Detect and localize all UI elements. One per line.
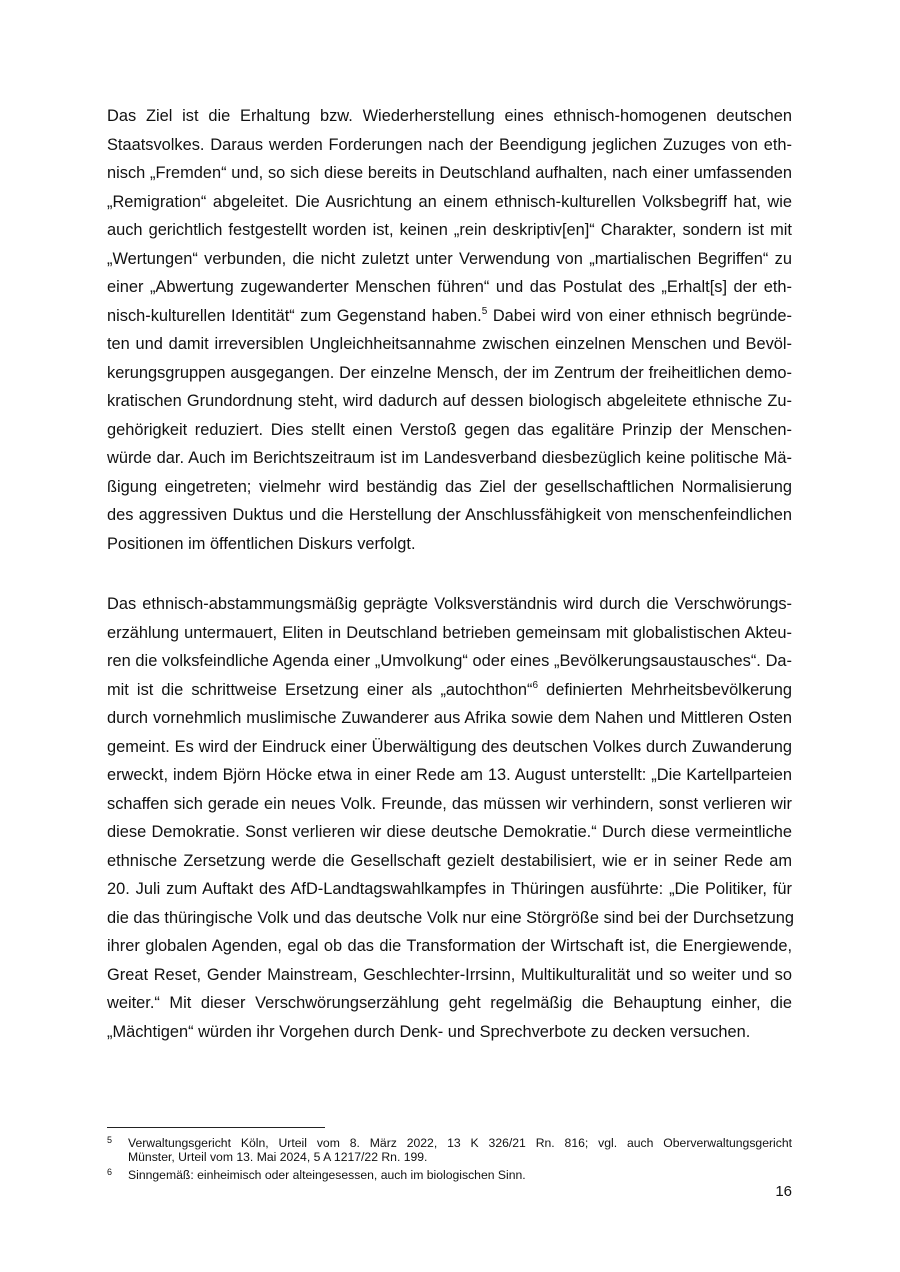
text-line: 20. Juli zum Auftakt des AfD-Landtagswahlkampfes in Thüringen ausführte: „Die Politiker, für <box>107 880 792 898</box>
text-line: durch vornehmlich muslimische Zuwanderer aus Afrika sowie dem Nahen und Mittleren Osten <box>107 709 792 727</box>
text-run: mit ist die schrittweise Ersetzung einer als „autochthon“ <box>107 680 533 699</box>
text-line: die das thüringische Volk und das deutsche Volk nur eine Störgröße sind bei der Durchsetzung <box>107 908 795 927</box>
text-line: gehörigkeit reduziert. Dies stellt einen Verstoß gegen das egalitäre Prinzip der Menschen- <box>107 420 792 439</box>
footnote-separator <box>107 1127 325 1128</box>
text-line: kerungsgruppen ausgegangen. Der einzelne Mensch, der im Zentrum der freiheitlichen demo- <box>107 363 792 382</box>
text-line: „Wertungen“ verbunden, die nicht zuletzt unter Verwendung von „martialischen Begriffen“ zu <box>107 249 792 268</box>
text-line <box>107 676 792 705</box>
footnote-reference[interactable]: 6 <box>532 679 539 691</box>
text-line: erzählung untermauert, Eliten in Deutschland betrieben gemeinsam mit globalistischen Akteu- <box>107 623 792 642</box>
text-line: kratischen Grundordnung steht, wird dadurch auf dessen biologisch abgeleitete ethnische Zu- <box>107 392 792 410</box>
text-line: „Mächtigen“ würden ihr Vorgehen durch Denk- und Sprechverbote zu decken versuchen. <box>107 1022 751 1041</box>
footnote-line: Verwaltungsgericht Köln, Urteil vom 8. März 2022, 13 K 326/21 Rn. 816; vgl. auch Oberverwaltungsgericht <box>128 1136 792 1150</box>
footnote-reference[interactable]: 5 <box>481 305 488 317</box>
footnote-number: 5 <box>107 1135 113 1145</box>
text-line: würde dar. Auch im Berichtszeitraum ist im Landesverband diesbezüglich keine politische Mä- <box>107 449 792 467</box>
body-paragraph-1 <box>107 102 792 558</box>
text-line: auch gerichtlich festgestellt worden ist, keinen „rein deskriptiv[en]“ Charakter, sondern ist mit <box>107 221 792 239</box>
text-run: nisch-kulturellen Identität“ zum Gegenstand haben. <box>107 306 482 325</box>
text-line: ßigung eingetreten; vielmehr wird beständig das Ziel der gesellschaftlichen Normalisierung <box>107 477 792 496</box>
footnote-line: Sinngemäß: einheimisch oder alteingesessen, auch im biologischen Sinn. <box>128 1168 526 1182</box>
footnote-text <box>128 1136 792 1164</box>
text-line: diese Demokratie. Sonst verlieren wir diese deutsche Demokratie.“ Durch diese vermeintliche <box>107 823 792 841</box>
footnote-6 <box>107 1168 792 1184</box>
text-line: Das ethnisch-abstammungsmäßig geprägte Volksverständnis wird durch die Verschwörungs- <box>107 595 792 613</box>
footnote-line: Münster, Urteil vom 13. Mai 2024, 5 A 1217/22 Rn. 199. <box>128 1150 428 1164</box>
text-line: ren die volksfeindliche Agenda einer „Umvolkung“ oder eines „Bevölkerungsaustausches“. Da- <box>107 652 792 670</box>
text-line: Great Reset, Gender Mainstream, Geschlechter-Irrsinn, Multikulturalität und so weiter und so <box>107 965 792 984</box>
footnote-number: 6 <box>107 1167 113 1177</box>
text-line: einer „Abwertung zugewanderter Menschen führen“ und das Postulat des „Erhalt[s] der eth- <box>107 278 792 296</box>
text-line: schaffen sich gerade ein neues Volk. Freunde, das müssen wir verhindern, sonst verlieren wir <box>107 794 792 813</box>
text-line: erweckt, indem Björn Höcke etwa in einer Rede am 13. August unterstellt: „Die Kartellparteien <box>107 766 792 784</box>
text-line: ihrer globalen Agenden, egal ob das die Transformation der Wirtschaft ist, die Energiewende, <box>107 937 792 955</box>
page-number: 16 <box>775 1183 792 1200</box>
text-line: Das Ziel ist die Erhaltung bzw. Wiederherstellung eines ethnisch-homogenen deutschen <box>107 107 792 125</box>
text-line: ethnische Zersetzung werde die Gesellschaft gezielt destabilisiert, wie er in seiner Rede am <box>107 851 792 870</box>
body-paragraph-2 <box>107 590 795 1046</box>
text-line: nisch „Fremden“ und, so sich diese bereits in Deutschland aufhalten, nach einer umfassenden <box>107 164 792 182</box>
text-line: gemeint. Es wird der Eindruck einer Überwältigung des deutschen Volkes durch Zuwanderung <box>107 737 792 756</box>
text-run: Dabei wird von einer ethnisch begründe- <box>487 306 792 325</box>
text-line: weiter.“ Mit dieser Verschwörungserzählung geht regelmäßig die Behauptung einher, die <box>107 994 792 1012</box>
text-line: Staatsvolkes. Daraus werden Forderungen nach der Beendigung jeglichen Zuzuges von eth- <box>107 135 792 154</box>
footnote-5 <box>107 1136 792 1166</box>
footnote-text <box>128 1168 792 1182</box>
text-line: „Remigration“ abgeleitet. Die Ausrichtung an einem ethnisch-kulturellen Volksbegriff hat, wie <box>107 192 792 211</box>
text-line: des aggressiven Duktus und die Herstellung der Anschlussfähigkeit von menschenfeindlichen <box>107 506 792 524</box>
text-line: Positionen im öffentlichen Diskurs verfolgt. <box>107 534 416 553</box>
text-line <box>107 302 792 331</box>
text-run: definierten Mehrheitsbevölkerung <box>538 680 792 699</box>
text-line: ten und damit irreversiblen Ungleichheitsannahme zwischen einzelnen Menschen und Bevöl- <box>107 335 792 353</box>
